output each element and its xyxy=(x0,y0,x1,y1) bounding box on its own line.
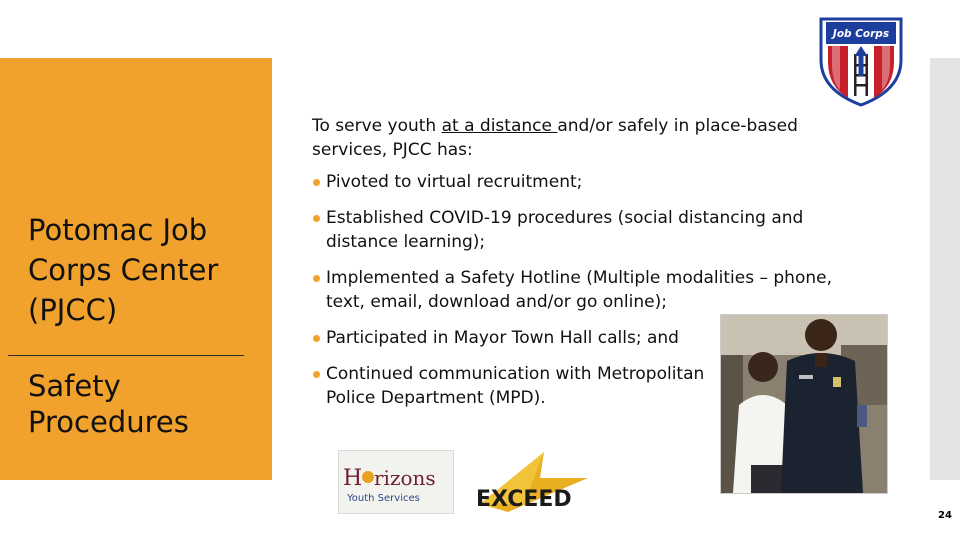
bullet-item xyxy=(312,170,872,194)
intro-before: To serve youth xyxy=(312,116,442,136)
intro-underlined: at a distance xyxy=(441,116,558,136)
bullet-dot-icon xyxy=(313,335,320,342)
title-divider xyxy=(8,355,244,356)
page-number: 24 xyxy=(938,510,952,521)
bullet-item xyxy=(312,266,871,314)
bullet-text: Established COVID-19 procedures (social distancing and distance learning); xyxy=(326,208,804,252)
intro-text xyxy=(312,114,872,162)
intro-after: and/or safely in place-based services, PJCC has: xyxy=(312,116,798,160)
bullet-text: Implemented a Safety Hotline (Multiple modalities – phone, text, email, download and/or go online); xyxy=(326,268,832,312)
bullet-dot-icon xyxy=(313,275,320,282)
bullet-item xyxy=(312,362,721,410)
horizons-youth-services-logo xyxy=(338,450,454,514)
job-corps-logo xyxy=(818,16,904,108)
title-panel xyxy=(0,58,272,480)
horizons-initial: H xyxy=(343,466,363,491)
bullet-text: Continued communication with Metropolitan Police Department (MPD). xyxy=(326,364,705,408)
officer-photo xyxy=(720,314,888,494)
slide-title: Potomac Job Corps Center (PJCC) xyxy=(28,213,219,327)
bullet-item xyxy=(312,206,872,254)
exceed-text: EXCEED xyxy=(476,487,572,512)
bullet-dot-icon xyxy=(313,371,320,378)
bullet-dot-icon xyxy=(313,215,320,222)
exceed-logo xyxy=(468,448,598,514)
logo-text: Job Corps xyxy=(832,28,890,40)
right-edge-strip xyxy=(930,58,960,480)
bullet-dot-icon xyxy=(313,179,320,186)
bullet-text: Participated in Mayor Town Hall calls; and xyxy=(326,328,679,348)
horizons-name: rizons xyxy=(374,466,436,490)
bullet-text: Pivoted to virtual recruitment; xyxy=(326,172,583,192)
horizons-tagline: Youth Services xyxy=(347,493,420,504)
slide-subtitle: Safety Procedures xyxy=(28,369,189,439)
